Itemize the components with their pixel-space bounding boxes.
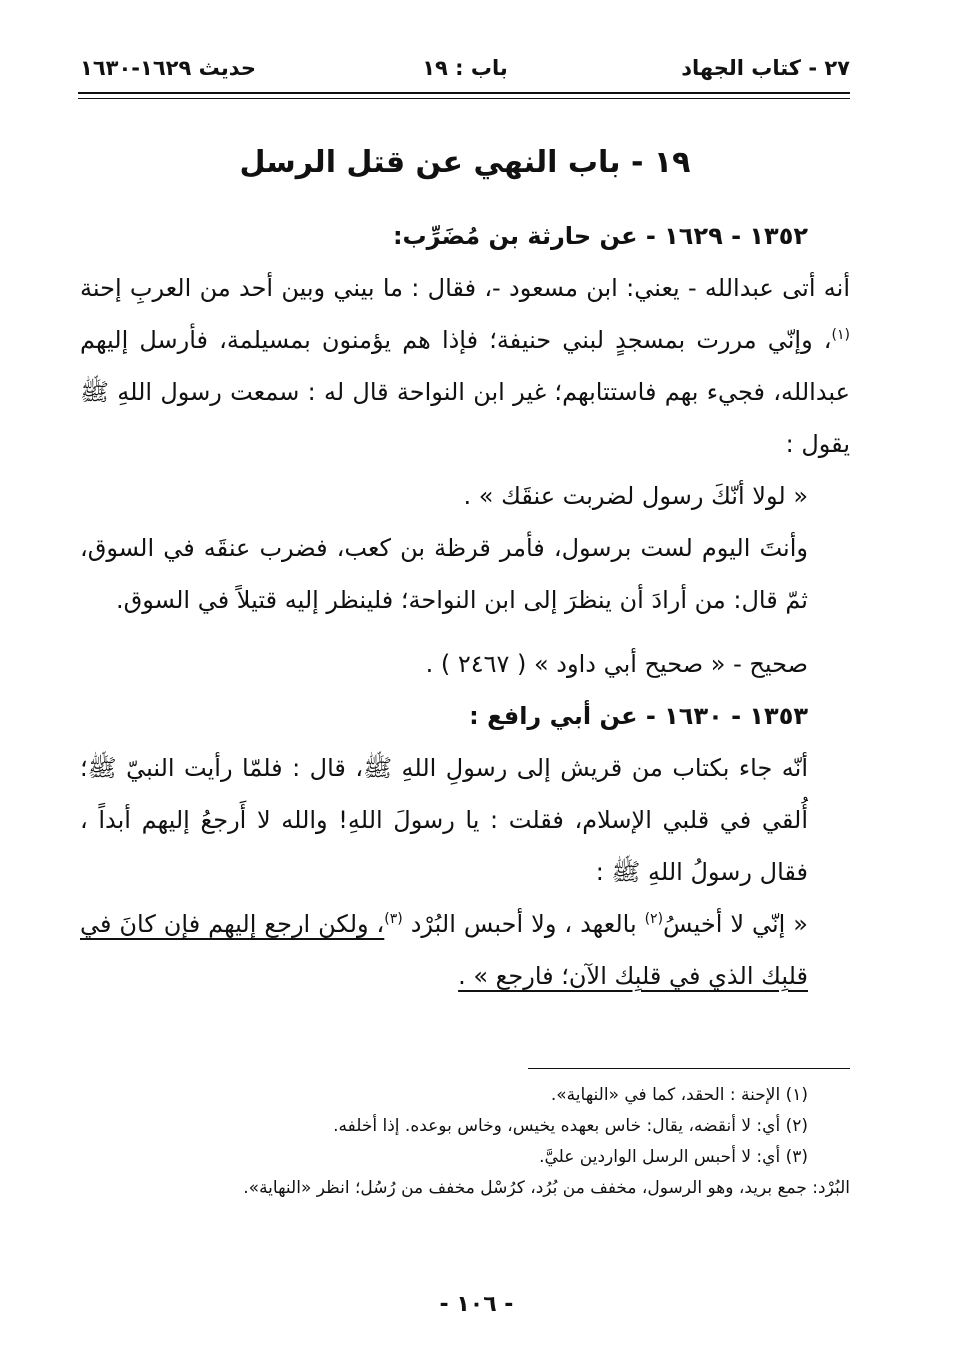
hadith-2-quote-a: « إنّي لا أخيسُ — [663, 910, 808, 938]
hadith-2-paragraph-1: أنّه جاء بكتاب من قريش إلى رسولِ اللهِ ﷺ، قال : فلمّا رأيت النبيّ ﷺ؛ أُلقي في قلبي الإسلام، فقلت : يا رسولَ اللهِ! والله لا أَرجعُ إليهم أبداً ، فقال رسولُ اللهِ ﷺ : — [80, 754, 808, 886]
running-header — [80, 56, 850, 92]
hadith-1-heading: ١٣٥٢ - ١٦٢٩ - عن حارثة بن مُضَرِّب: — [392, 222, 808, 250]
footnote-3-continuation: البُرْد: جمع بريد، وهو الرسول، مخفف من بُرُد، كرُسْل مخفف من رُسُل؛ انظر «النهاية». — [243, 1178, 850, 1198]
hadith-2-quote — [80, 898, 850, 1002]
footnote-marker-1: (١) — [831, 327, 850, 343]
footnote-2: (٢) أي: لا أنقضه، يقال: خاس بعهده يخيس، وخاس بوعده. إذا أخلفه. — [333, 1116, 808, 1136]
footnote-separator — [528, 1068, 850, 1069]
body-text — [80, 210, 850, 1002]
hadith-2-quote-b: بالعهد ، ولا أحبس البُرْد — [402, 910, 645, 938]
footnote-marker-2: (٢) — [644, 911, 664, 927]
header-chapter-number: باب : ١٩ — [422, 56, 508, 80]
chapter-title: ١٩ - باب النهي عن قتل الرسل — [239, 145, 691, 180]
hadith-1-quote: « لولا أنّكَ رسول لضربت عنقَك » . — [463, 482, 808, 510]
hadith-1-paragraph-2: وأنتَ اليوم لست برسول، فأمر قرظة بن كعب، فضرب عنقَه في السوق، ثمّ قال: من أرادَ أن ينظرَ إلى ابن النواحة؛ فلينظر إليه قتيلاً في السوق. — [80, 534, 808, 614]
footnote-3: (٣) أي: لا أحبس الرسل الواردين عليَّ. — [539, 1147, 808, 1167]
hadith-1-text-a: أنه أتى عبدالله - يعني: ابن مسعود -، فقال : ما بيني وبين أحد من العربِ إحنة — [80, 274, 850, 302]
footnote-marker-3: (٣) — [384, 911, 403, 927]
header-rule-thick — [78, 92, 850, 94]
header-book-title: ٢٧ - كتاب الجهاد — [681, 56, 850, 80]
hadith-1-paragraph-1 — [80, 262, 850, 470]
footnotes — [80, 1080, 850, 1204]
header-hadith-range: حديث ١٦٢٩-١٦٣٠ — [80, 56, 256, 80]
page-number: - ١٠٦ - — [439, 1292, 514, 1317]
hadith-1-grade: صحيح - « صحيح أبي داود » ( ٢٤٦٧ ) . — [425, 650, 808, 678]
header-rule-thin — [78, 98, 850, 99]
hadith-2-heading: ١٣٥٣ - ١٦٣٠ - عن أبي رافع : — [469, 702, 808, 730]
hadith-2-quote-c: ، ولكن ارجع إليهم فإن كانَ في قلبِك الذي في قلبِك الآن؛ فارجع » . — [80, 910, 808, 990]
hadith-1-text-b: ، وإنّي مررت بمسجدٍ لبني حنيفة؛ فإذا هم يؤمنون بمسيلمة، فأرسل إليهم عبدالله، فجيء بهم فاستتابهم؛ غير ابن النواحة قال له : سمعت رسول اللهِ ﷺ يقول : — [80, 326, 850, 458]
footnote-1: (١) الإحنة : الحقد، كما في «النهاية». — [550, 1085, 808, 1105]
